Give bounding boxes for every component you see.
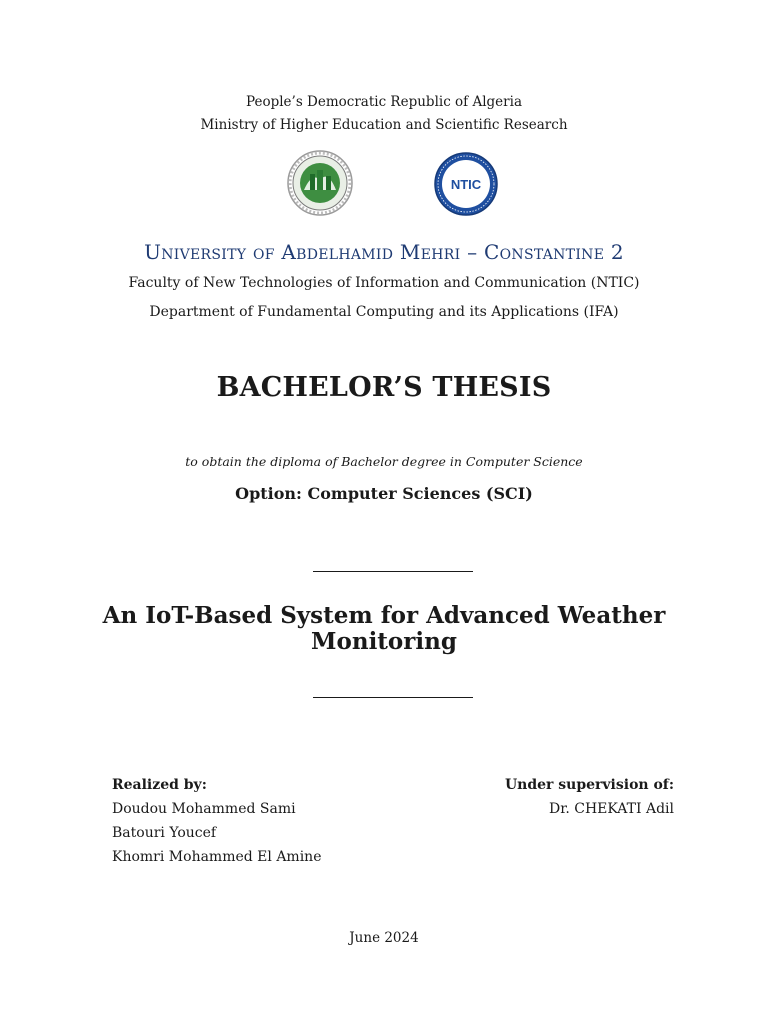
supervisor-name: Dr. CHEKATI Adil xyxy=(548,801,674,817)
logos-row xyxy=(0,150,768,220)
author-name: Batouri Youcef xyxy=(112,825,217,841)
submission-date: June 2024 xyxy=(349,930,419,946)
supervision-heading: Under supervision of: xyxy=(504,777,674,793)
supervision-block xyxy=(505,777,674,825)
republic-line: People’s Democratic Republic of Algeria xyxy=(245,94,522,110)
ntic-logo-icon xyxy=(432,152,500,216)
university-name: University of Abdelhamid Mehri – Constantine 2 xyxy=(144,240,624,264)
realized-by-block xyxy=(112,777,322,873)
ministry-line: Ministry of Higher Education and Scientific Research xyxy=(200,117,568,133)
faculty-name: Faculty of New Technologies of Information and Communication (NTIC) xyxy=(128,275,640,291)
title-rule-top xyxy=(313,571,473,572)
realized-by-heading: Realized by: xyxy=(112,777,207,793)
thesis-type-heading: BACHELOR’S THESIS xyxy=(216,372,552,403)
option-line: Option: Computer Sciences (SCI) xyxy=(235,484,533,503)
ntic-logo-text: NTIC xyxy=(450,177,482,192)
title-rule-bottom xyxy=(313,697,473,698)
diploma-line: to obtain the diploma of Bachelor degree in Computer Science xyxy=(185,454,583,469)
author-name: Khomri Mohammed El Amine xyxy=(112,849,322,865)
thesis-title: An IoT-Based System for Advanced Weather Monitoring xyxy=(102,602,666,655)
department-name: Department of Fundamental Computing and its Applications (IFA) xyxy=(149,304,619,320)
university-emblem-icon xyxy=(286,150,354,216)
author-name: Doudou Mohammed Sami xyxy=(112,801,296,817)
